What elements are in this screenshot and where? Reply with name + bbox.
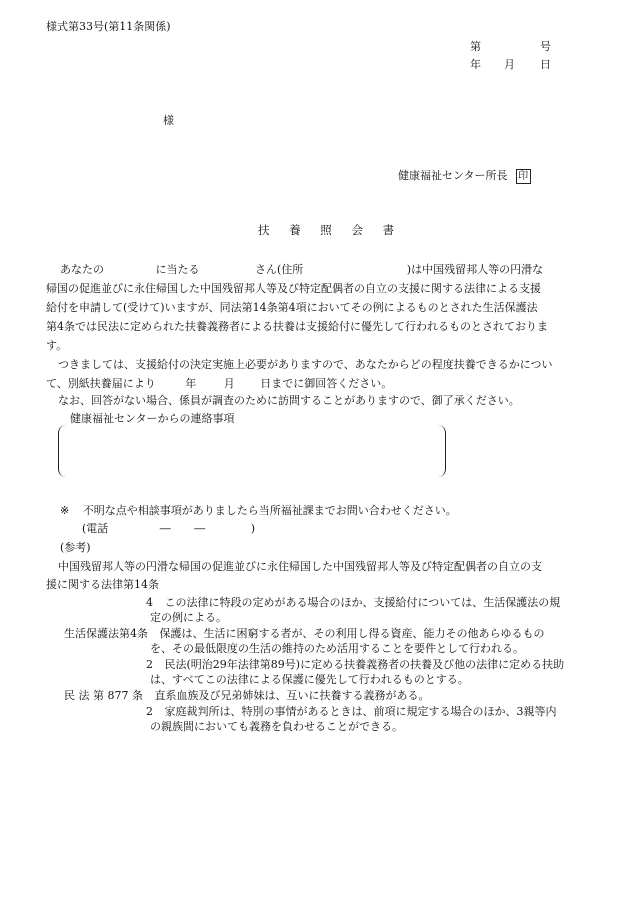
contact-label: 健康福祉センターからの連絡事項 [70,412,235,425]
minpo-2-line1 [146,703,557,719]
seiho-2-line2: は、すべてこの法律による保護に優先して行われるものとする。 [150,673,469,686]
body-p1-line5: す。 [46,339,68,352]
art14-4-line2: 定の例による。 [150,611,227,624]
date-day-label: 日 [540,58,551,71]
note-mark: ※ [60,504,70,517]
minpo-line1 [64,687,429,703]
body-p1-line4: 第4条では民法に定められた扶養義務者による扶養は支援給付に優先して行われるものとされておりま [46,320,548,333]
form-number: 様式第33号(第11条関係) [46,20,171,33]
sender-name: 健康福祉センター所長 [398,169,508,182]
addressee-honorific: 様 [163,114,174,127]
p2-a: て、別紙扶養届により [46,377,156,390]
tel-label: (電話 [82,522,109,535]
body-p2-line2 [46,375,392,391]
date-year-label: 年 [470,58,481,71]
tel-dash-2: ― [194,522,206,535]
minpo-2-num: 2 [146,705,153,718]
note-line [60,502,457,518]
seiho-label: 生活保護法第4条 [64,627,148,640]
p1-a: あなたの [60,263,104,276]
tel-dash-1: ― [159,522,171,535]
body-p1-line2: 帰国の促進並びに永住帰国した中国残留邦人等及び特定配偶者の自立の支援に関する法律による支援 [46,282,541,295]
minpo-text-1: 直系血族及び兄弟姉妹は、互いに扶養する義務がある。 [154,689,430,702]
seiho-2-num: 2 [146,658,153,671]
seiho-2-text: 民法(明治29年法律第89号)に定める扶養義務者の扶養及び他の法律に定める扶助 [164,658,565,671]
body-p3: なお、回答がない場合、係員が調査のために訪問することがありますので、御了承ください。 [58,394,520,407]
body-p2-line1: つきましては、支援給付の決定実施上必要がありますので、あなたからどの程度扶養できるかについ [58,358,553,371]
date-month-label: 月 [504,58,515,71]
reference-law-line2: 援に関する法律第14条 [46,578,159,591]
seiho-2-line1 [146,656,564,672]
seiho-line2: を、その最低限度の生活の維持のため活用することを要件として行われる。 [150,642,524,655]
tel-close: ) [250,522,256,535]
p2-year: 年 [185,377,197,390]
contact-notes-box[interactable] [58,425,446,477]
number-label-go: 号 [540,40,551,53]
art14-4-text: この法律に特段の定めがある場合のほか、支援給付については、生活保護法の規 [164,596,561,609]
number-label-dai: 第 [470,40,481,53]
seiho-text-1: 保護は、生活に困窮する者が、その利用し得る資産、能力その他あらゆるもの [159,627,545,640]
p1-c: さん(住所 [255,263,304,276]
minpo-label: 民 法 第 877 条 [64,689,143,702]
p1-b: に当たる [155,263,200,276]
note-text: 不明な点や相談事項がありましたら当所福祉課までお問い合わせください。 [82,504,457,517]
p2-month: 月 [223,377,235,390]
art14-4-line1 [146,594,560,610]
minpo-2-text: 家庭裁判所は、特別の事情があるときは、前項に規定する場合のほか、3親等内 [164,705,557,718]
reference-law-line1: 中国残留邦人等の円滑な帰国の促進並びに永住帰国した中国残留邦人等及び特定配偶者の自立の支 [58,560,542,573]
reference-label: (参考) [60,541,91,554]
seiho-line1 [64,625,545,641]
p2-day-text: 日までに御回答ください。 [260,377,393,390]
seal-mark: 印 [516,169,531,184]
minpo-2-line2: の親族間においても義務を負わせることができる。 [150,720,403,733]
sender-block [398,167,531,184]
p1-d: )は中国残留邦人等の円滑な [406,263,544,276]
art14-4-num: 4 [146,596,153,609]
tel-line [82,520,255,536]
body-p1-line1 [60,261,543,277]
document-title: 扶 養 照 会 書 [258,223,403,237]
body-p1-line3: 給付を申請して(受けて)いますが、同法第14条第4項においてその例によるものとされた生活保護法 [46,301,538,314]
